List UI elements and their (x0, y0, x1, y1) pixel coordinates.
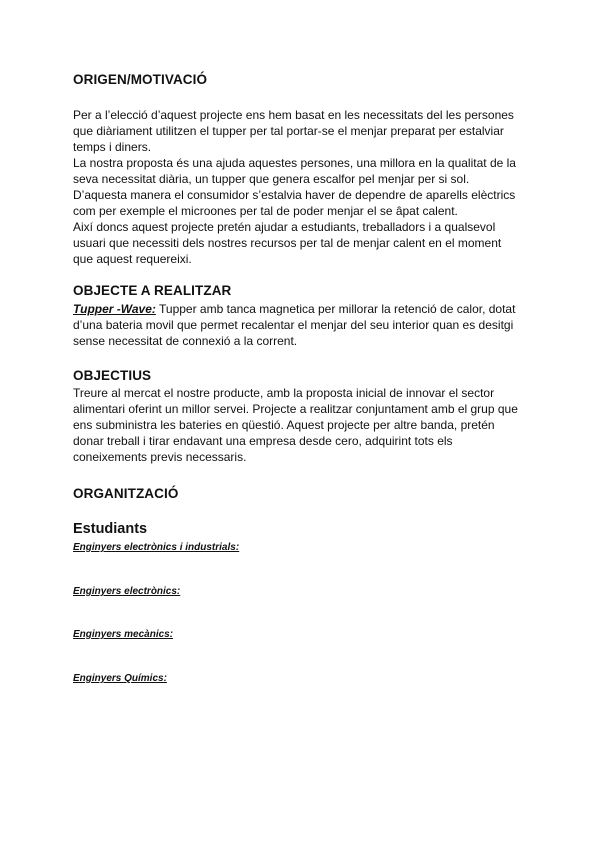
text-line: temps i diners. (73, 140, 152, 154)
paragraph-objectius (73, 385, 533, 465)
text-line: ens subministra les bateries en qüestió. Aquest projecte per altre banda, pretén (73, 418, 495, 432)
text-line: donar treball i tirar endavant una empresa desde cero, adquirint tots els (73, 434, 453, 448)
text-fragment: Tupper amb tanca magnetica per millorar la retenció de calor, dotat (155, 302, 516, 316)
text-line: que aquest requereixi. (73, 252, 192, 266)
text-line: alimentari oferint un millor servei. Projecte a realitzar conjuntament amb el grup que (73, 402, 518, 416)
text-line: d’una bateria movil que permet recalentar el menjar del seu interior quan es desitgi (73, 318, 514, 332)
group-label-electronics-industrial: Enginyers electrònics i industrials: (73, 542, 240, 553)
group-label-mechanical: Enginyers mecànics: (73, 629, 174, 640)
text-line: coneixements previs necessaris. (73, 450, 247, 464)
subheading-estudiants: Estudiants (73, 521, 148, 537)
paragraph-origen (73, 107, 533, 267)
text-line: Treure al mercat el nostre producte, amb la proposta inicial de innovar el sector (73, 386, 495, 400)
heading-objecte: OBJECTE A REALITZAR (73, 283, 232, 298)
heading-objectius: OBJECTIUS (73, 368, 152, 383)
text-line: seva necessitat diària, un tupper que genera escalfor pel menjar per si sol. (73, 172, 470, 186)
text-line: com per exemple el microones per tal de poder menjar el se âpat calent. (73, 204, 458, 218)
text-line: La nostra proposta és una ajuda aquestes persones, una millora en la qualitat de la (73, 156, 516, 170)
paragraph-objecte (73, 301, 533, 349)
group-label-chemical: Enginyers Químics: (73, 673, 167, 684)
product-term: Tupper -Wave: (73, 302, 156, 316)
text-line (73, 301, 533, 317)
heading-origen: ORIGEN/MOTIVACIÓ (73, 72, 208, 87)
heading-organitzacio: ORGANITZACIÓ (73, 486, 179, 501)
text-line: usuari que necessiti dels nostres recursos per tal de menjar calent en el moment (73, 236, 502, 250)
text-line: que diàriament utilitzen el tupper per tal portar-se el menjar preparat per estalviar (73, 124, 504, 138)
text-line: sense necessitat de connexió a la corrent. (73, 334, 298, 348)
group-label-electronics: Enginyers electrònics: (73, 586, 181, 597)
text-line: D’aquesta manera el consumidor s’estalvia haver de dependre de aparells elèctrics (73, 188, 516, 202)
text-line: Així doncs aquest projecte pretén ajudar a estudiants, treballadors i a qualsevol (73, 220, 496, 234)
text-line: Per a l’elecció d’aquest projecte ens hem basat en les necessitats del les persones (73, 108, 514, 122)
